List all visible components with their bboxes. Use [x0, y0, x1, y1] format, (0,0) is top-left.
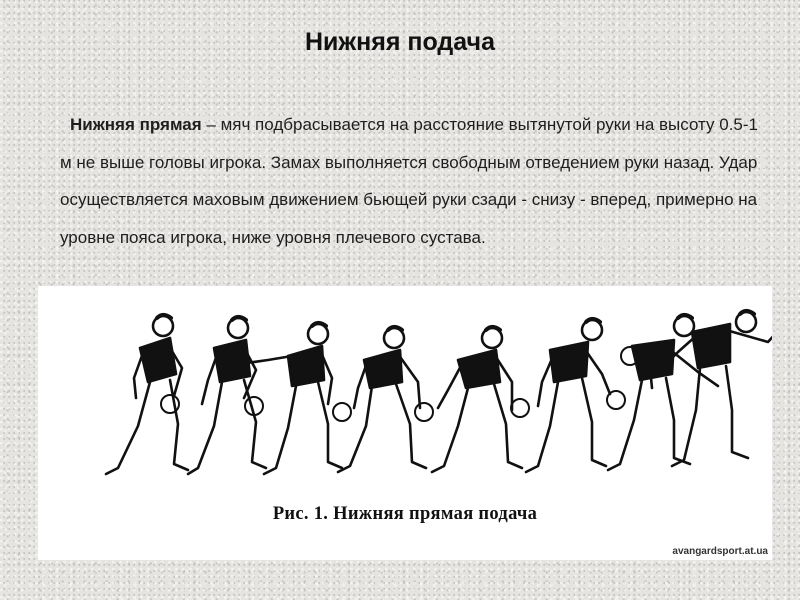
- player-hair: [157, 315, 171, 318]
- player-leg: [396, 384, 426, 468]
- volleyball: [161, 395, 179, 413]
- player-hair: [388, 327, 402, 330]
- player-hair: [740, 311, 754, 314]
- player-jersey: [364, 350, 402, 388]
- player-jersey: [692, 324, 730, 368]
- player-figure-8: [639, 311, 772, 466]
- description-body: – мяч подбрасывается на расстояние вытянутой руки на высоту 0.5-1 м не выше головы игрока. Замах выполняется свободным отведением руки назад. Удар осуществляется маховым движением бьющей руки сзади - снизу - вперед, примерно на уровне пояса игрока, ниже уровня плечевого сустава.: [60, 115, 758, 247]
- player-hair: [678, 315, 692, 318]
- player-leg: [170, 380, 188, 470]
- player-arm: [584, 348, 610, 394]
- volleyball: [415, 403, 433, 421]
- player-figure-1: [106, 315, 188, 474]
- player-arm: [202, 352, 218, 404]
- player-leg: [264, 386, 296, 474]
- player-figure-5: [432, 327, 529, 472]
- serve-illustration: [38, 286, 772, 560]
- player-hair: [232, 317, 246, 320]
- slide-title: Нижняя подача: [305, 28, 495, 56]
- player-figure-4: [338, 327, 433, 472]
- player-hair: [486, 327, 500, 330]
- player-arm: [134, 350, 144, 398]
- player-leg: [608, 380, 642, 470]
- volleyball: [333, 403, 351, 421]
- player-leg: [244, 380, 266, 468]
- player-arm: [438, 364, 462, 408]
- player-jersey: [550, 342, 588, 382]
- player-leg: [432, 388, 468, 472]
- player-hair: [586, 319, 600, 322]
- figure-caption: Рис. 1. Нижняя прямая подача: [272, 504, 538, 524]
- player-leg: [672, 368, 700, 466]
- term-label: Нижняя прямая: [70, 115, 202, 134]
- player-figure-6: [526, 319, 625, 472]
- player-leg: [106, 382, 150, 474]
- serve-sequence-drawing: [38, 286, 772, 496]
- player-jersey: [288, 346, 324, 386]
- player-figure-2: [188, 317, 266, 474]
- player-leg: [726, 366, 748, 458]
- player-arm: [354, 360, 368, 408]
- player-leg: [494, 384, 522, 468]
- player-leg: [582, 378, 606, 466]
- player-jersey: [140, 338, 176, 382]
- watermark: avangardsport.at.ua: [672, 546, 768, 557]
- volleyball: [607, 391, 625, 409]
- player-leg: [526, 382, 558, 472]
- player-arm: [538, 354, 554, 406]
- player-hair: [312, 323, 326, 326]
- player-figure-3: [240, 323, 351, 474]
- description-text: [60, 106, 760, 256]
- volleyball: [511, 399, 529, 417]
